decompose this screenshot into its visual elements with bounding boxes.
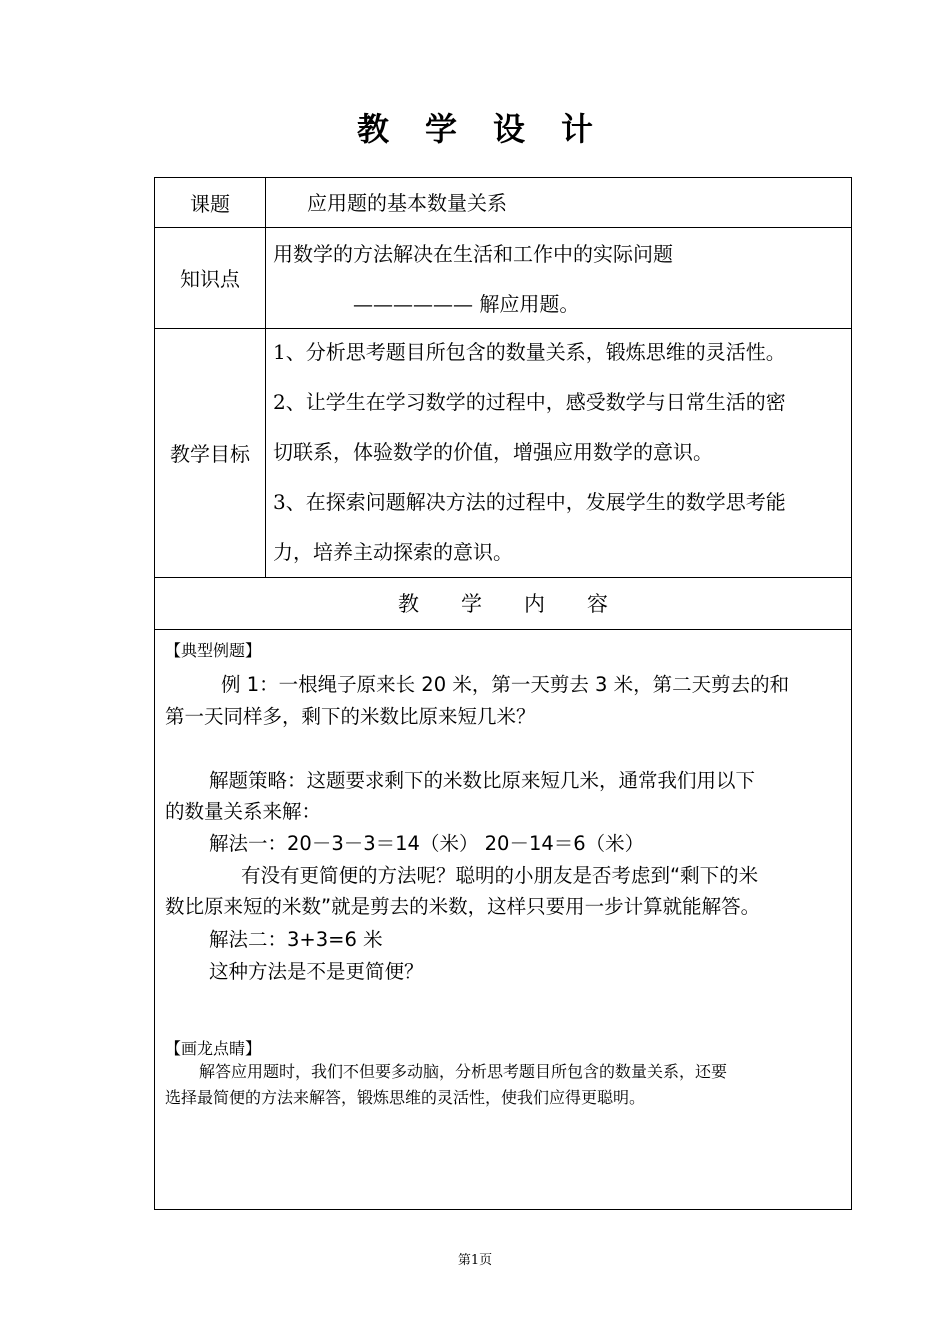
method-one: 解法一：20－3－3＝14（米） 20－14＝6（米） <box>209 832 645 855</box>
summary-line-2: 选择最简便的方法来解答，锻炼思维的灵活性，使我们应得更聪明。 <box>165 1088 646 1107</box>
page-number: 第1页 <box>457 1253 493 1268</box>
objectives-label: 教学目标 <box>170 442 250 466</box>
summary-line-1: 解答应用题时，我们不但要多动脑，分析思考题目所包含的数量关系，还要 <box>199 1062 728 1081</box>
objective-line: 3、在探索问题解决方法的过程中，发展学生的数学思考能 <box>273 490 786 514</box>
strategy-line-2: 的数量关系来解： <box>165 800 322 823</box>
strategy-line-1: 解题策略：这题要求剩下的米数比原来短几米，通常我们用以下 <box>209 769 756 792</box>
objective-line: 切联系，体验数学的价值，增强应用数学的意识。 <box>273 440 713 464</box>
topic-label: 课题 <box>190 192 230 216</box>
example-line-2: 第一天同样多，剩下的米数比原来短几米？ <box>165 705 536 728</box>
column-divider <box>265 178 266 577</box>
row-divider <box>155 629 851 630</box>
objective-line: 力，培养主动探索的意识。 <box>273 540 513 564</box>
content-heading-summary <box>165 1036 843 1059</box>
knowledge-line-2: —————— 解应用题。 <box>353 292 580 316</box>
objectives-list <box>273 327 845 577</box>
knowledge-line-1: 用数学的方法解决在生活和工作中的实际问题 <box>273 242 673 266</box>
knowledge-label: 知识点 <box>180 267 240 291</box>
document-title: 教学设计 <box>356 110 629 148</box>
objective-line: 2、让学生在学习数学的过程中，感受数学与日常生活的密 <box>273 390 786 414</box>
simpler-line-2: 数比原来短的米数”就是剪去的米数，这样只要用一步计算就能解答。 <box>165 895 761 918</box>
section-title: 教学内容 <box>398 592 650 616</box>
heading-examples: 【典型例题】 <box>165 641 262 660</box>
objective-line: 1、分析思考题目所包含的数量关系，锻炼思维的灵活性。 <box>273 340 786 364</box>
heading-summary: 【画龙点睛】 <box>165 1039 262 1058</box>
row-divider <box>155 577 851 578</box>
topic-value: 应用题的基本数量关系 <box>307 191 507 215</box>
method-two: 解法二：3+3=6 米 <box>209 928 383 951</box>
example-line-1: 例 1：一根绳子原来长 20 米，第一天剪去 3 米，第二天剪去的和 <box>221 673 790 696</box>
simpler-line-1: 有没有更简便的方法呢？聪明的小朋友是否考虑到“剩下的米 <box>241 864 759 887</box>
row-divider <box>155 227 851 228</box>
lesson-plan-table <box>154 177 852 1210</box>
content-heading-examples <box>165 638 843 661</box>
question-line: 这种方法是不是更简便？ <box>209 960 424 983</box>
